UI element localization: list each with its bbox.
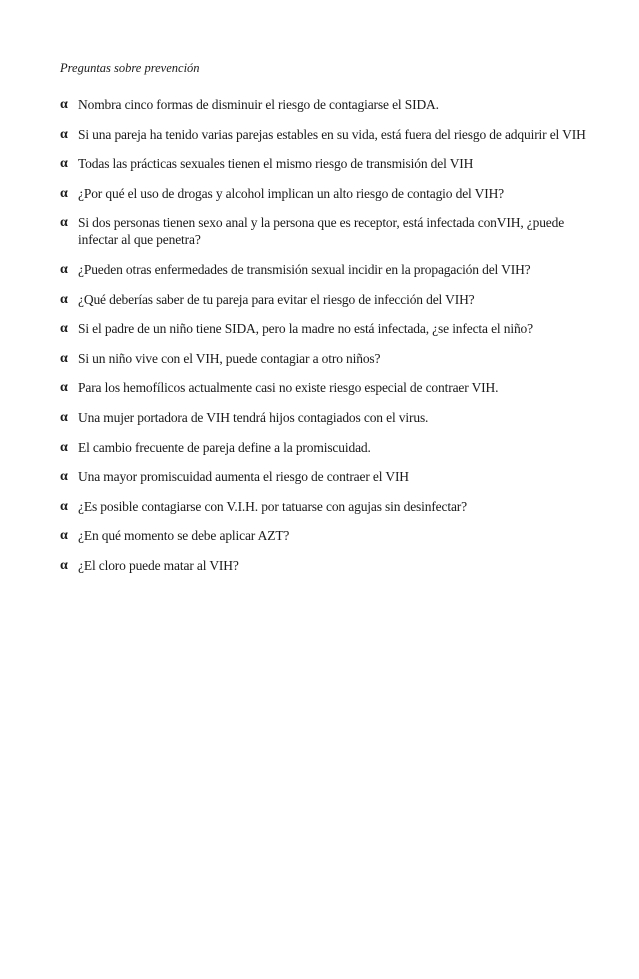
question-text: ¿Qué deberías saber de tu pareja para evitar el riesgo de infección del VIH? bbox=[78, 291, 475, 307]
question-text: Una mayor promiscuidad aumenta el riesgo de contraer el VIH bbox=[78, 469, 409, 485]
question-item bbox=[60, 527, 590, 544]
question-item bbox=[60, 557, 590, 574]
question-text: Para los hemofílicos actualmente casi no existe riesgo especial de contraer VIH. bbox=[78, 380, 499, 396]
question-item bbox=[60, 439, 590, 456]
question-text: ¿Es posible contagiarse con V.I.H. por tatuarse con agujas sin desinfectar? bbox=[78, 498, 467, 514]
question-text: ¿En qué momento se debe aplicar AZT? bbox=[78, 528, 290, 544]
alpha-bullet-icon: α bbox=[60, 469, 68, 485]
question-item bbox=[60, 291, 590, 308]
question-list bbox=[60, 96, 590, 587]
alpha-bullet-icon: α bbox=[60, 557, 68, 573]
question-text: Una mujer portadora de VIH tendrá hijos contagiados con el virus. bbox=[78, 409, 429, 425]
question-text: Si una pareja ha tenido varias parejas estables en su vida, está fuera del riesgo de adquirir el VIH bbox=[78, 126, 586, 142]
question-item bbox=[60, 96, 590, 113]
alpha-bullet-icon: α bbox=[60, 409, 68, 425]
alpha-bullet-icon: α bbox=[60, 97, 68, 112]
section-heading: Preguntas sobre prevención bbox=[60, 61, 200, 75]
alpha-bullet-icon: α bbox=[60, 498, 68, 514]
alpha-bullet-icon: α bbox=[60, 321, 68, 337]
question-item bbox=[60, 468, 590, 485]
alpha-bullet-icon: α bbox=[60, 439, 68, 455]
question-item bbox=[60, 379, 590, 396]
question-text: Si el padre de un niño tiene SIDA, pero la madre no está infectada, ¿se infecta el niño? bbox=[78, 321, 533, 337]
question-text: ¿Por qué el uso de drogas y alcohol implican un alto riesgo de contagio del VIH? bbox=[78, 185, 505, 201]
question-text: Si dos personas tienen sexo anal y la persona que es receptor, está infectada conVIH, ¿puede infectar al que penetra? bbox=[78, 215, 565, 248]
question-item bbox=[60, 155, 590, 172]
question-item bbox=[60, 498, 590, 515]
question-text: Todas las prácticas sexuales tienen el mismo riesgo de transmisión del VIH bbox=[78, 156, 474, 172]
alpha-bullet-icon: α bbox=[60, 185, 68, 201]
alpha-bullet-icon: α bbox=[60, 380, 68, 396]
question-text: El cambio frecuente de pareja define a la promiscuidad. bbox=[78, 439, 371, 455]
question-item bbox=[60, 126, 590, 143]
question-text: ¿Pueden otras enfermedades de transmisión sexual incidir en la propagación del VIH? bbox=[78, 261, 531, 277]
alpha-bullet-icon: α bbox=[60, 156, 68, 172]
question-item bbox=[60, 409, 590, 426]
alpha-bullet-icon: α bbox=[60, 126, 68, 142]
alpha-bullet-icon: α bbox=[60, 291, 68, 307]
question-item bbox=[60, 214, 590, 248]
alpha-bullet-icon: α bbox=[60, 528, 68, 544]
question-item bbox=[60, 261, 590, 278]
alpha-bullet-icon: α bbox=[60, 261, 68, 277]
question-item bbox=[60, 350, 590, 367]
alpha-bullet-icon: α bbox=[60, 215, 68, 231]
question-item bbox=[60, 320, 590, 337]
question-item bbox=[60, 185, 590, 202]
question-text: ¿El cloro puede matar al VIH? bbox=[78, 557, 239, 573]
alpha-bullet-icon: α bbox=[60, 350, 68, 366]
question-text: Si un niño vive con el VIH, puede contagiar a otro niños? bbox=[78, 350, 381, 366]
question-text: Nombra cinco formas de disminuir el riesgo de contagiarse el SIDA. bbox=[78, 97, 439, 112]
